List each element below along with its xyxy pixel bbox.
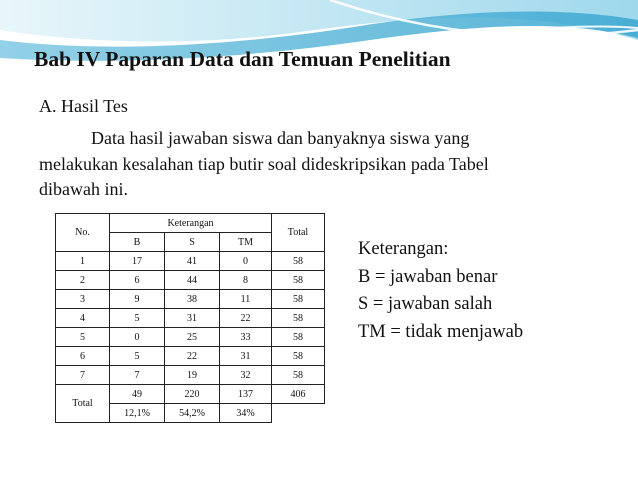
table-row [56, 328, 325, 347]
cell-s: 19 [165, 366, 220, 385]
header-no: No. [56, 214, 110, 252]
cell-b: 5 [110, 347, 165, 366]
cell-tm: 11 [220, 290, 272, 309]
header-b: B [110, 233, 165, 252]
table-row [56, 252, 325, 271]
intro-paragraph [39, 126, 599, 203]
empty-cell [272, 404, 325, 423]
percent-tm: 34% [220, 404, 272, 423]
total-b: 49 [110, 385, 165, 404]
total-tm: 137 [220, 385, 272, 404]
table-row [56, 366, 325, 385]
total-s: 220 [165, 385, 220, 404]
results-table [55, 213, 325, 423]
percent-b: 12,1% [110, 404, 165, 423]
cell-b: 7 [110, 366, 165, 385]
table-row [56, 309, 325, 328]
cell-b: 5 [110, 309, 165, 328]
cell-tm: 32 [220, 366, 272, 385]
legend-item: B = jawaban benar [358, 266, 498, 287]
header-total: Total [272, 214, 325, 252]
cell-total: 58 [272, 366, 325, 385]
header-tm: TM [220, 233, 272, 252]
cell-total: 58 [272, 347, 325, 366]
cell-tm: 22 [220, 309, 272, 328]
table-row [56, 347, 325, 366]
cell-b: 9 [110, 290, 165, 309]
totals-row [56, 385, 325, 404]
cell-b: 0 [110, 328, 165, 347]
cell-b: 6 [110, 271, 165, 290]
header-keterangan: Keterangan [110, 214, 272, 233]
legend-item: TM = tidak menjawab [358, 321, 524, 342]
cell-total: 58 [272, 309, 325, 328]
percent-s: 54,2% [165, 404, 220, 423]
legend-title: Keterangan: [358, 239, 449, 259]
table-row [56, 271, 325, 290]
cell-b: 17 [110, 252, 165, 271]
cell-total: 58 [272, 290, 325, 309]
cell-s: 38 [165, 290, 220, 309]
paragraph-line: dibawah ini. [39, 179, 128, 199]
cell-no: 2 [56, 271, 110, 290]
cell-no: 6 [56, 347, 110, 366]
legend-item: S = jawaban salah [358, 294, 493, 314]
cell-s: 22 [165, 347, 220, 366]
cell-s: 44 [165, 271, 220, 290]
cell-tm: 33 [220, 328, 272, 347]
cell-no: 1 [56, 252, 110, 271]
legend [358, 236, 523, 346]
cell-total: 58 [272, 271, 325, 290]
paragraph-line: Data hasil jawaban siswa dan banyaknya siswa yang [91, 128, 470, 148]
header-s: S [165, 233, 220, 252]
cell-s: 31 [165, 309, 220, 328]
paragraph-line: melakukan kesalahan tiap butir soal dideskripsikan pada Tabel [39, 153, 489, 174]
slide-title: Bab IV Paparan Data dan Temuan Penelitian [34, 47, 451, 71]
cell-tm: 31 [220, 347, 272, 366]
cell-total: 58 [272, 252, 325, 271]
cell-no: 5 [56, 328, 110, 347]
cell-s: 41 [165, 252, 220, 271]
cell-no: 7 [56, 366, 110, 385]
table-row [56, 290, 325, 309]
cell-tm: 8 [220, 271, 272, 290]
section-heading: A. Hasil Tes [39, 96, 128, 116]
cell-total: 58 [272, 328, 325, 347]
cell-s: 25 [165, 328, 220, 347]
cell-no: 3 [56, 290, 110, 309]
cell-tm: 0 [220, 252, 272, 271]
total-label: Total [56, 385, 110, 423]
grand-total: 406 [272, 385, 325, 404]
cell-no: 4 [56, 309, 110, 328]
